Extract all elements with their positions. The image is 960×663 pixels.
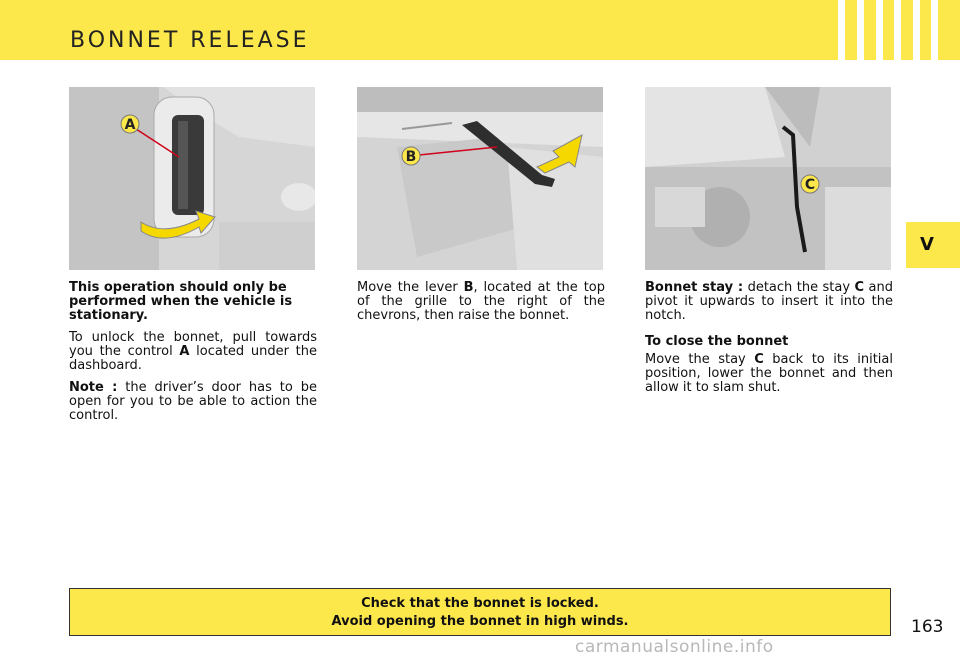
callout-a: A (124, 117, 136, 133)
page-title: BONNET RELEASE (70, 28, 310, 53)
warning-line-2: Avoid opening the bonnet in high winds. (331, 614, 629, 629)
header-stripe (838, 0, 845, 60)
callout-b: B (405, 149, 417, 165)
stay-instructions: Bonnet stay : detach the stay C and pivot it upwards to insert it into the notch. (645, 280, 894, 323)
warning-box (69, 588, 891, 636)
photo-grille-lever (357, 87, 603, 270)
header-band (0, 0, 960, 60)
section-tab-label: V (920, 234, 934, 255)
header-stripe (894, 0, 901, 60)
close-instructions: Move the stay C back to its initial position, lower the bonnet and then allow it to slam shut. (645, 352, 893, 395)
close-heading: To close the bonnet (645, 334, 789, 349)
header-stripe (876, 0, 883, 60)
warning-line-1: Check that the bonnet is locked. (361, 596, 599, 611)
unlock-instructions: To unlock the bonnet, pull towards you the control A located under the dashboard. (69, 330, 317, 373)
callout-c: C (804, 177, 816, 193)
header-stripe (913, 0, 920, 60)
lever-instructions: Move the lever B, located at the top of the grille to the right of the chevrons, then raise the bonnet. (357, 280, 605, 323)
photo-bonnet-stay (645, 87, 891, 270)
photo-bonnet-release-control (69, 87, 315, 270)
note-paragraph: Note : the driver’s door has to be open for you to be able to action the control. (69, 380, 317, 423)
header-stripe (857, 0, 864, 60)
column-stay (645, 281, 893, 403)
column-lever (357, 281, 605, 331)
footer-watermark[interactable]: carmanualsonline.info (575, 637, 774, 657)
page-number: 163 (911, 617, 944, 637)
safety-intro: This operation should only be performed when the vehicle is stationary. (69, 280, 293, 323)
column-unlock (69, 281, 317, 431)
header-stripe (931, 0, 938, 60)
section-tab (906, 222, 960, 268)
